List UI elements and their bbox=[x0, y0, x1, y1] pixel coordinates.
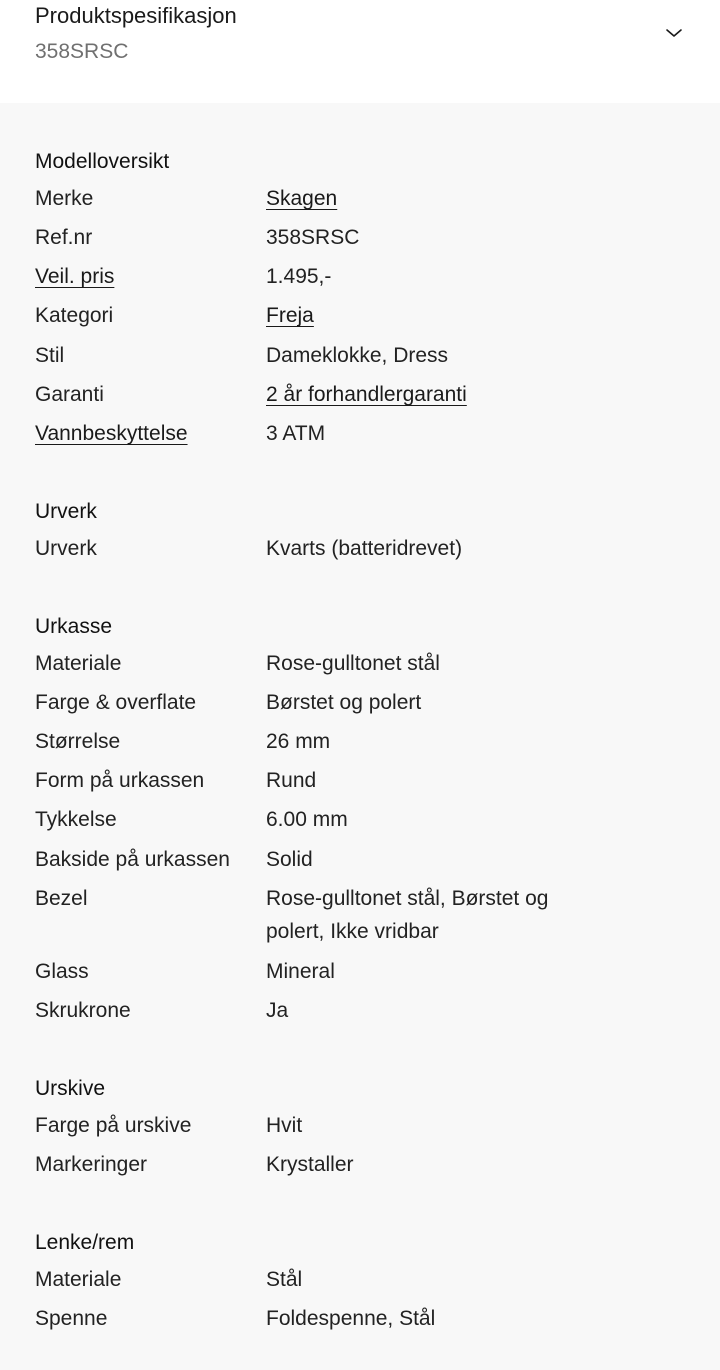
spec-label-pris bbox=[35, 260, 114, 293]
spec-value-skrukrone: Ja bbox=[266, 999, 289, 1022]
spec-label-bakside: Bakside på urkassen bbox=[35, 848, 230, 871]
spec-label-storrelse: Størrelse bbox=[35, 730, 121, 753]
spec-label-form: Form på urkassen bbox=[35, 769, 205, 792]
spec-label-urverk: Urverk bbox=[35, 537, 97, 560]
water-resistance-link[interactable]: Vannbeskyttelse bbox=[35, 422, 188, 445]
spec-value-farge-overflate: Børstet og polert bbox=[266, 691, 422, 714]
spec-value-garanti bbox=[266, 378, 586, 411]
spec-value-lenke-materiale: Stål bbox=[266, 1268, 303, 1291]
brand-link[interactable]: Skagen bbox=[266, 187, 338, 210]
price-info-link[interactable]: Veil. pris bbox=[35, 265, 115, 288]
spec-value-kategori bbox=[266, 299, 586, 332]
spec-value-tykkelse: 6.00 mm bbox=[266, 808, 348, 831]
spec-value-markeringer: Krystaller bbox=[266, 1153, 354, 1176]
spec-value-vannbeskyttelse: 3 ATM bbox=[266, 422, 326, 445]
spec-label-kategori: Kategori bbox=[35, 304, 114, 327]
spec-label-glass: Glass bbox=[35, 960, 89, 983]
chevron-down-icon[interactable] bbox=[665, 26, 683, 40]
spec-label-garanti: Garanti bbox=[35, 383, 104, 406]
header-title: Produktspesifikasjon bbox=[35, 3, 237, 28]
spec-label-markeringer: Markeringer bbox=[35, 1153, 148, 1176]
section-title-urverk: Urverk bbox=[35, 500, 97, 523]
category-link[interactable]: Freja bbox=[266, 304, 314, 327]
spec-value-pris: 1.495,- bbox=[266, 265, 332, 288]
spec-label-farge-urskive: Farge på urskive bbox=[35, 1114, 192, 1137]
spec-value-materiale: Rose-gulltonet stål bbox=[266, 652, 440, 675]
warranty-link[interactable]: 2 år forhandlergaranti bbox=[266, 383, 467, 406]
spec-label-bezel: Bezel bbox=[35, 887, 88, 910]
header-model-number: 358SRSC bbox=[35, 40, 129, 63]
spec-value-urverk: Kvarts (batteridrevet) bbox=[266, 537, 463, 560]
spec-label-skrukrone: Skrukrone bbox=[35, 999, 131, 1022]
spec-value-glass: Mineral bbox=[266, 960, 335, 983]
spec-value-spenne: Foldespenne, Stål bbox=[266, 1307, 436, 1330]
section-title-urskive: Urskive bbox=[35, 1077, 106, 1100]
spec-value-refnr: 358SRSC bbox=[266, 226, 360, 249]
spec-value-bakside: Solid bbox=[266, 848, 313, 871]
spec-value-storrelse: 26 mm bbox=[266, 730, 331, 753]
spec-label-stil: Stil bbox=[35, 344, 65, 367]
section-title-lenke-rem: Lenke/rem bbox=[35, 1231, 135, 1254]
spec-value-stil: Dameklokke, Dress bbox=[266, 344, 449, 367]
spec-value-bezel: Rose-gulltonet stål, Børstet og polert, Ikke vridbar bbox=[266, 887, 549, 943]
spec-label-lenke-materiale: Materiale bbox=[35, 1268, 122, 1291]
spec-label-farge-overflate: Farge & overflate bbox=[35, 691, 197, 714]
section-title-urkasse: Urkasse bbox=[35, 615, 113, 638]
spec-label-vannbeskyttelse bbox=[35, 417, 188, 450]
spec-header[interactable] bbox=[0, 0, 720, 103]
spec-value-form: Rund bbox=[266, 769, 317, 792]
spec-label-spenne: Spenne bbox=[35, 1307, 108, 1330]
spec-label-tykkelse: Tykkelse bbox=[35, 808, 117, 831]
section-title-modelloversikt: Modelloversikt bbox=[35, 150, 170, 173]
spec-label-merke: Merke bbox=[35, 187, 94, 210]
spec-label-refnr: Ref.nr bbox=[35, 226, 93, 249]
spec-label-materiale: Materiale bbox=[35, 652, 122, 675]
spec-value-farge-urskive: Hvit bbox=[266, 1114, 303, 1137]
spec-value-merke bbox=[266, 182, 586, 215]
